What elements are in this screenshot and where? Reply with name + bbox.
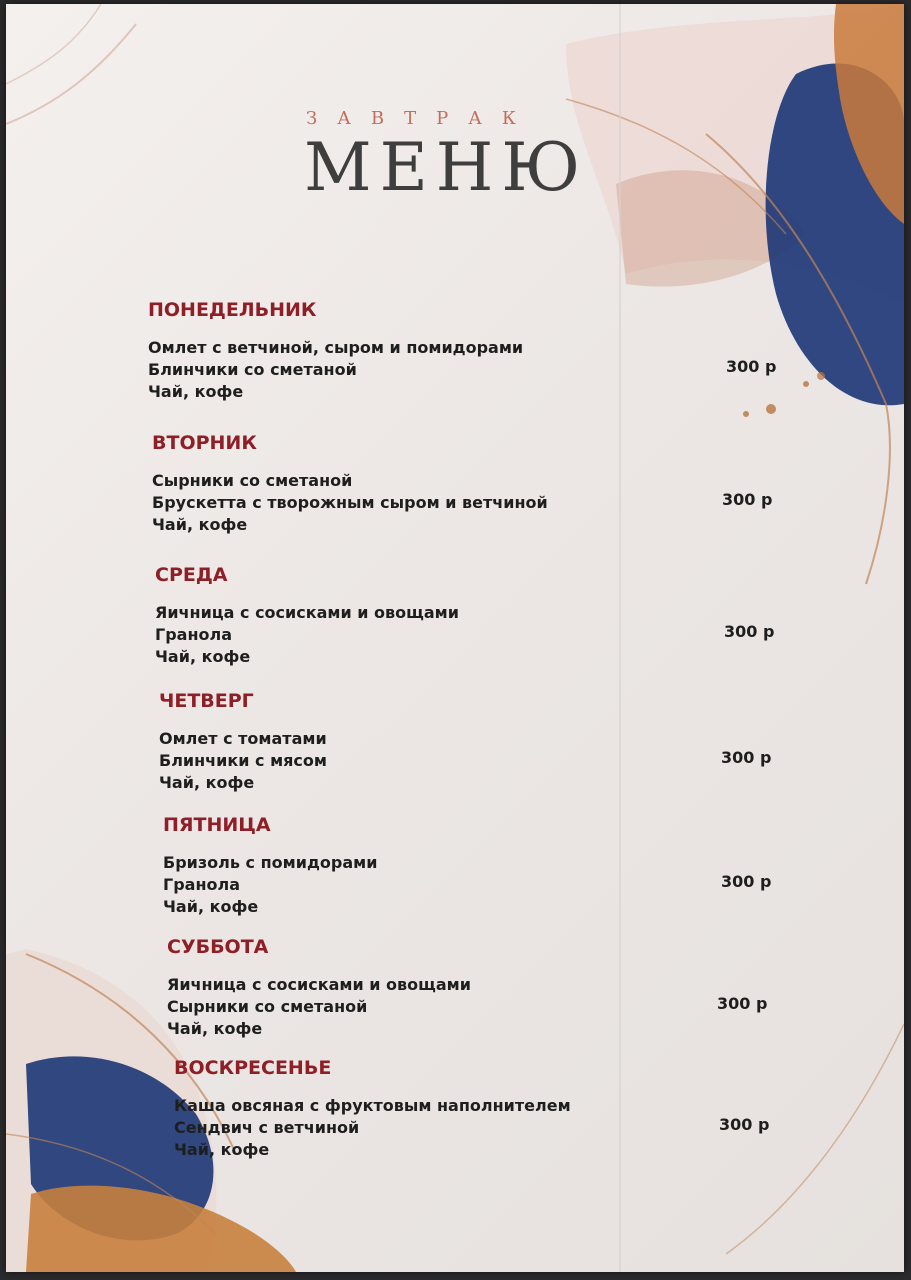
price: 300 р xyxy=(717,994,768,1013)
dish-item: Яичница с сосисками и овощами xyxy=(167,975,471,994)
dish-item: Бризоль с помидорами xyxy=(163,853,378,872)
dish-item: Сендвич с ветчиной xyxy=(174,1118,360,1137)
dish-list xyxy=(167,974,807,1040)
day-tuesday xyxy=(152,432,792,536)
day-thursday xyxy=(159,690,799,794)
dish-list xyxy=(174,1095,814,1161)
dish-item: Сырники со сметаной xyxy=(167,997,368,1016)
day-monday xyxy=(148,299,788,403)
price: 300 р xyxy=(724,622,775,641)
copper-blob-bottom xyxy=(26,1186,296,1272)
day-wednesday xyxy=(155,564,795,668)
menu-subtitle: ЗАВТРАК xyxy=(306,108,536,129)
dish-list xyxy=(148,337,788,403)
dish-item: Чай, кофе xyxy=(159,773,255,792)
dish-item: Омлет с ветчиной, сыром и помидорами xyxy=(148,338,524,357)
dish-item: Чай, кофе xyxy=(163,897,259,916)
day-heading: ВТОРНИК xyxy=(152,432,257,454)
dish-list xyxy=(159,728,799,794)
day-heading: ПОНЕДЕЛЬНИК xyxy=(148,299,317,321)
day-sunday xyxy=(174,1057,814,1161)
dish-item: Блинчики с мясом xyxy=(159,751,327,770)
dish-item: Яичница с сосисками и овощами xyxy=(155,603,459,622)
price: 300 р xyxy=(722,490,773,509)
menu-title: МЕНЮ xyxy=(304,129,589,206)
price: 300 р xyxy=(719,1115,770,1134)
dish-item: Каша овсяная с фруктовым наполнителем xyxy=(174,1096,571,1115)
dish-item: Чай, кофе xyxy=(152,515,248,534)
dish-item: Блинчики со сметаной xyxy=(148,360,357,379)
day-heading: ЧЕТВЕРГ xyxy=(159,690,254,712)
dish-item: Чай, кофе xyxy=(167,1019,263,1038)
day-heading: ВОСКРЕСЕНЬЕ xyxy=(174,1057,332,1079)
dish-list xyxy=(155,602,795,668)
dish-list xyxy=(152,470,792,536)
dish-list xyxy=(163,852,803,918)
price: 300 р xyxy=(726,357,777,376)
dish-item: Брускетта с творожным сыром и ветчиной xyxy=(152,493,548,512)
dish-item: Гранола xyxy=(155,625,233,644)
dish-item: Гранола xyxy=(163,875,241,894)
day-heading: ПЯТНИЦА xyxy=(163,814,271,836)
menu-sheet xyxy=(6,4,904,1272)
dish-item: Чай, кофе xyxy=(174,1140,270,1159)
day-heading: СРЕДА xyxy=(155,564,228,586)
day-friday xyxy=(163,814,803,918)
day-saturday xyxy=(167,936,807,1040)
price: 300 р xyxy=(721,872,772,891)
day-heading: СУББОТА xyxy=(167,936,269,958)
dish-item: Чай, кофе xyxy=(148,382,244,401)
price: 300 р xyxy=(721,748,772,767)
dish-item: Чай, кофе xyxy=(155,647,251,666)
dish-item: Сырники со сметаной xyxy=(152,471,353,490)
dish-item: Омлет с томатами xyxy=(159,729,327,748)
